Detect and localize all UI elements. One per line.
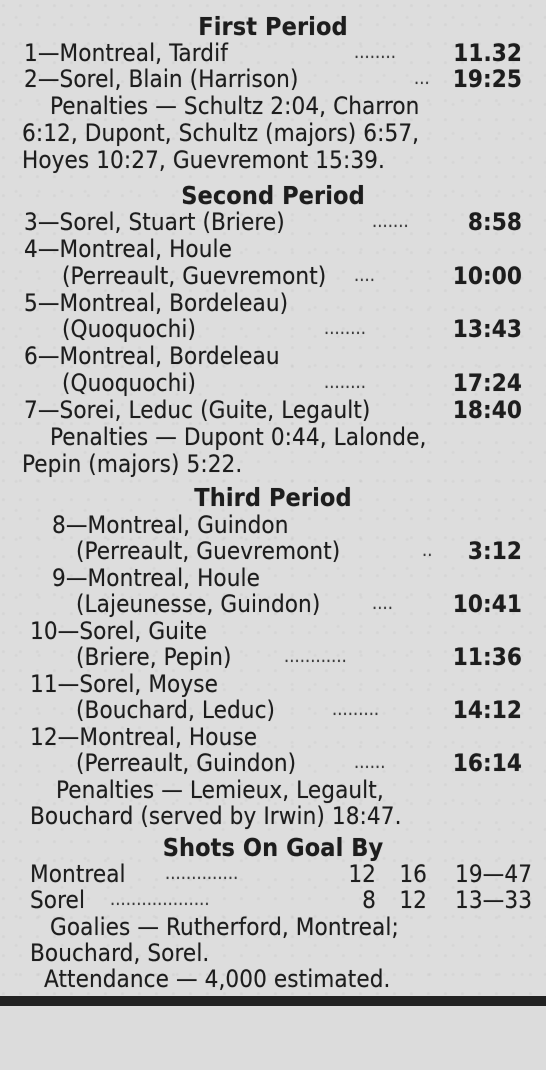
goal-10-leader: ............: [284, 646, 347, 667]
goal-2-text: 2—Sorel, Blain (Harrison): [24, 65, 299, 93]
third-period-penalties-line-2: Bouchard (served by Irwin) 18:47.: [30, 802, 402, 830]
third-period-heading: Third Period: [194, 483, 352, 512]
goal-9-time: 10:41: [452, 590, 522, 618]
goalies-line-2: Bouchard, Sorel.: [30, 939, 210, 967]
goal-1-time: 11.32: [453, 39, 522, 67]
goal-2-leader: ...: [414, 68, 430, 89]
goal-12-assists-text: (Perreault, Guindon): [76, 749, 297, 777]
first-period-heading: First Period: [198, 12, 348, 41]
goal-3-leader: .......: [372, 211, 409, 232]
shots-montreal-period-2: 16: [399, 860, 427, 888]
second-period-penalties-line-1: Penalties — Dupont 0:44, Lalonde,: [50, 423, 427, 451]
bottom-rule: [0, 996, 546, 1006]
first-period-penalties-line-3: Hoyes 10:27, Guevremont 15:39.: [22, 146, 385, 174]
goal-6-text: 6—Montreal, Bordeleau: [24, 342, 280, 370]
goal-6-leader: ........: [324, 372, 366, 393]
goal-11-assists-text: (Bouchard, Leduc): [76, 696, 276, 724]
goal-4-assists-text: (Perreault, Guevremont): [62, 262, 327, 290]
goal-3-time: 8:58: [467, 208, 522, 236]
shots-leader-montreal: ..............: [165, 863, 239, 884]
attendance: Attendance — 4,000 estimated.: [44, 965, 391, 993]
goal-2-time: 19:25: [452, 65, 522, 93]
goal-6-time: 17:24: [452, 369, 522, 397]
goal-12-text: 12—Montreal, House: [30, 723, 258, 751]
goal-9-text: 9—Montreal, Houle: [52, 564, 261, 592]
goal-1-text: 1—Montreal, Tardif: [24, 39, 228, 67]
goal-4-leader: ....: [354, 265, 375, 286]
goal-8-leader: ..: [422, 540, 433, 561]
goal-10-assists-text: (Briere, Pepin): [76, 643, 232, 671]
goal-9-leader: ....: [372, 593, 393, 614]
goal-12-leader: ......: [354, 752, 386, 773]
shots-montreal-period-1: 12: [348, 860, 376, 888]
goal-11-text: 11—Sorel, Moyse: [30, 670, 218, 698]
shots-heading: Shots On Goal By: [162, 833, 384, 862]
goal-5-assists-text: (Quoquochi): [62, 315, 197, 343]
goal-12-time: 16:14: [452, 749, 522, 777]
third-period-penalties-line-1: Penalties — Lemieux, Legault,: [56, 776, 384, 804]
goal-8-time: 3:12: [467, 537, 522, 565]
shots-leader-sorel: ...................: [110, 889, 210, 910]
goal-8-assists-text: (Perreault, Guevremont): [76, 537, 341, 565]
goal-10-time: 11:36: [452, 643, 522, 671]
shots-team-montreal: Montreal: [30, 860, 126, 888]
goal-1-leader: ........: [354, 42, 396, 63]
goal-8-text: 8—Montreal, Guindon: [52, 511, 289, 539]
goalies-line-1: Goalies — Rutherford, Montreal;: [50, 913, 399, 941]
shots-sorel-period-1: 8: [362, 886, 376, 914]
shots-sorel-period-3-total: 13—33: [455, 886, 533, 914]
first-period-penalties-line-1: Penalties — Schultz 2:04, Charron: [50, 92, 420, 120]
shots-montreal-period-3-total: 19—47: [455, 860, 533, 888]
second-period-penalties-line-2: Pepin (majors) 5:22.: [22, 450, 243, 478]
goal-9-assists-text: (Lajeunesse, Guindon): [76, 590, 321, 618]
goal-10-text: 10—Sorel, Guite: [30, 617, 207, 645]
goal-3-text: 3—Sorel, Stuart (Briere): [24, 208, 285, 236]
goal-4-time: 10:00: [452, 262, 522, 290]
goal-4-text: 4—Montreal, Houle: [24, 235, 233, 263]
goal-11-time: 14:12: [452, 696, 522, 724]
goal-7-text: 7—Sorei, Leduc (Guite, Legault): [24, 396, 371, 424]
shots-team-sorel: Sorel: [30, 886, 86, 914]
goal-6-assists-text: (Quoquochi): [62, 369, 197, 397]
goal-7-time: 18:40: [452, 396, 522, 424]
shots-sorel-period-2: 12: [399, 886, 427, 914]
goal-5-leader: ........: [324, 318, 366, 339]
goal-5-text: 5—Montreal, Bordeleau): [24, 289, 289, 317]
first-period-penalties-line-2: 6:12, Dupont, Schultz (majors) 6:57,: [22, 119, 420, 147]
goal-5-time: 13:43: [452, 315, 522, 343]
second-period-heading: Second Period: [181, 181, 365, 210]
goal-11-leader: .........: [332, 699, 380, 720]
